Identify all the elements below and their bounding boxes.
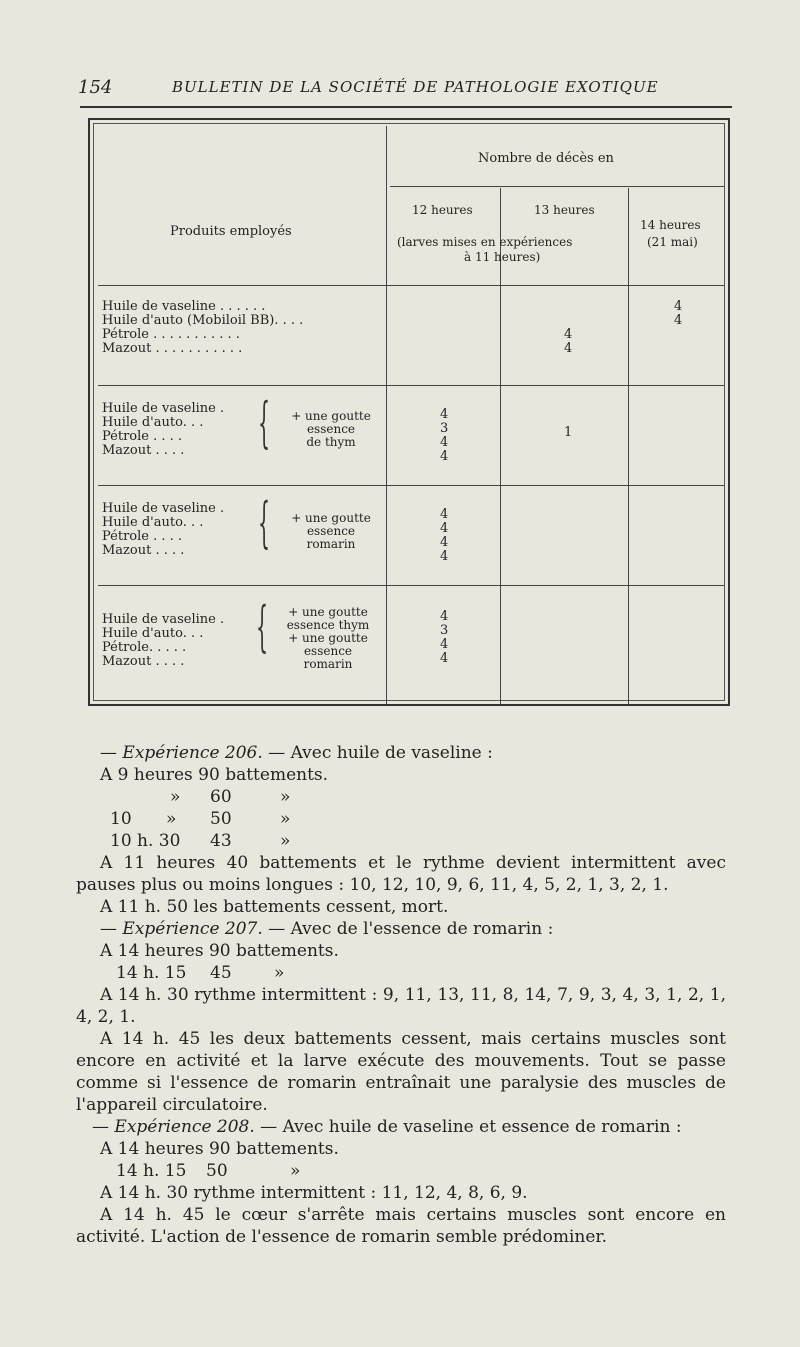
addition-line: + une goutte: [288, 605, 368, 619]
product-name: Huile d'auto. . .: [102, 415, 204, 430]
beat-count: 50: [210, 809, 232, 829]
group-2-addition: [276, 410, 386, 449]
col-header-products: Produits employés: [170, 224, 292, 239]
product-name: Huile de vaseline .: [102, 612, 225, 627]
cell-value: 4: [440, 521, 449, 536]
col-divider-12h: [500, 188, 501, 704]
group-1-14h-values: [674, 300, 682, 328]
addition-line: + une goutte: [291, 511, 371, 525]
group-4-12h-values: [440, 610, 448, 666]
product-name: Huile d'auto. . .: [102, 515, 204, 530]
text-line: A 14 heures 90 battements.: [100, 941, 339, 961]
group-rule-2: [98, 485, 724, 486]
beat-count: 45: [210, 963, 232, 983]
group-3-products: [102, 502, 224, 558]
paragraph: A 14 h. 30 rythme intermittent : 9, 11, 13, 11, 8, 14, 7, 9, 3, 4, 3, 1, 2, 1, 4, 2, 1.: [76, 985, 726, 1027]
product-name: Huile d'auto. . .: [102, 626, 204, 641]
group-1-13h-values: [564, 328, 572, 356]
product-name: Mazout . . . .: [102, 543, 185, 558]
time-value: 10: [110, 809, 132, 829]
product-name: Mazout . . . .: [102, 654, 185, 669]
ditto-mark: »: [274, 963, 285, 983]
paragraph: A 11 heures 40 battements et le rythme devient intermittent avec pauses plus ou moins longues : 10, 12, 10, 9, 6, 11, 4, 5, 2, 1, 3, 2, 1.: [76, 853, 726, 895]
text-line: A 11 h. 50 les battements cessent, mort.: [100, 897, 449, 917]
header-subrule: [390, 186, 724, 187]
addition-line: de thym: [306, 435, 356, 449]
time-value: 10 h. 30: [110, 831, 181, 851]
col-header-deaths: Nombre de décès en: [478, 151, 614, 166]
dash: —: [100, 919, 123, 939]
time-value: 14 h. 15: [116, 963, 187, 983]
product-name: Pétrole . . . .: [102, 529, 183, 544]
cell-value: 4: [674, 313, 683, 328]
text-line: A 9 heures 90 battements.: [100, 765, 329, 785]
experiment-208-heading: [92, 1116, 682, 1138]
group-1-products: [102, 300, 303, 356]
product-name: Mazout . . . . . . . . . . .: [102, 341, 243, 356]
cell-value: 4: [564, 341, 573, 356]
product-name: Mazout . . . .: [102, 443, 185, 458]
cell-value: 4: [440, 609, 449, 624]
ditto-mark: »: [280, 809, 291, 829]
cell-value: 3: [440, 421, 449, 436]
addition-line: romarin: [306, 537, 356, 551]
group-rule-1: [98, 385, 724, 386]
experiment-desc: — Avec huile de vaseline :: [262, 743, 493, 763]
experiment-title: Expérience 206.: [122, 743, 263, 763]
product-name: Huile de vaseline .: [102, 401, 225, 416]
ditto-mark: »: [170, 787, 181, 807]
group-4-addition: [270, 606, 386, 671]
text-line: A 14 h. 30 rythme intermittent : 11, 12, 4, 8, 6, 9.: [100, 1183, 528, 1203]
addition-line: essence thym: [286, 618, 370, 632]
addition-line: essence: [306, 524, 356, 538]
cell-value: 4: [674, 299, 683, 314]
cell-value: 4: [440, 449, 449, 464]
product-name: Pétrole. . . . .: [102, 640, 187, 655]
product-name: Pétrole . . . .: [102, 429, 183, 444]
experiment-title: Expérience 207.: [122, 919, 263, 939]
product-name: Pétrole . . . . . . . . . . .: [102, 327, 240, 342]
text-line: A 14 heures 90 battements.: [100, 1139, 339, 1159]
experiment-desc: — Avec de l'essence de romarin :: [262, 919, 554, 939]
brace-group-3: {: [258, 491, 271, 554]
col-header-14h: 14 heures: [640, 218, 701, 232]
running-title: BULLETIN DE LA SOCIÉTÉ DE PATHOLOGIE EXOTIQUE: [172, 78, 659, 96]
paragraph: A 14 h. 45 le cœur s'arrête mais certains muscles sont encore en activité. L'action de l'essence de romarin semble prédominer.: [76, 1205, 726, 1247]
beat-count: 50: [206, 1161, 228, 1181]
cell-value: 1: [564, 425, 573, 440]
product-name: Huile d'auto (Mobiloil BB). . . .: [102, 313, 304, 328]
cell-value: 4: [440, 507, 449, 522]
product-name: Huile de vaseline . . . . . .: [102, 299, 266, 314]
ditto-mark: »: [290, 1161, 301, 1181]
product-name: Huile de vaseline .: [102, 501, 225, 516]
header-rule: [80, 106, 732, 108]
ditto-mark: »: [280, 831, 291, 851]
dash: —: [100, 743, 123, 763]
experiment-206-heading: [100, 742, 493, 764]
deaths-table: [88, 118, 730, 706]
group-2-12h-values: [440, 408, 448, 464]
addition-line: essence: [306, 422, 356, 436]
beat-count: 43: [210, 831, 232, 851]
dash: —: [92, 1117, 115, 1137]
brace-group-4: {: [256, 595, 269, 658]
group-rule-3: [98, 585, 724, 586]
brace-group-2: {: [258, 391, 271, 454]
paragraph: A 14 h. 45 les deux battements cessent, mais certains muscles sont encore en activité et la larve exécute des mouvements. Tout se passe comme si l'essence de romarin entraînait une paralysie des muscles de l'appareil circulatoire.: [76, 1029, 726, 1115]
addition-line: + une goutte: [291, 409, 371, 423]
group-3-12h-values: [440, 508, 448, 564]
col-divider-13h: [628, 188, 629, 704]
cell-value: 3: [440, 623, 449, 638]
experiment-207-heading: [100, 918, 553, 940]
experiment-title: Expérience 208.: [114, 1117, 255, 1137]
col-header-note-2: à 11 heures): [464, 250, 541, 264]
cell-value: 4: [564, 327, 573, 342]
col-header-13h: 13 heures: [534, 203, 595, 217]
col-header-note-1: (larves mises en expériences: [397, 235, 573, 249]
col-header-12h: 12 heures: [412, 203, 473, 217]
addition-line: essence: [303, 644, 353, 658]
cell-value: 4: [440, 407, 449, 422]
col-divider-products: [386, 126, 387, 704]
ditto-mark: »: [280, 787, 291, 807]
cell-value: 4: [440, 637, 449, 652]
group-2-products: [102, 402, 224, 458]
experiment-desc: — Avec huile de vaseline et essence de romarin :: [254, 1117, 682, 1137]
col-header-14h-date: (21 mai): [647, 235, 698, 249]
time-value: 14 h. 15: [116, 1161, 187, 1181]
cell-value: 4: [440, 435, 449, 450]
beat-count: 60: [210, 787, 232, 807]
addition-line: romarin: [303, 657, 353, 671]
cell-value: 4: [440, 651, 449, 666]
ditto-mark: »: [166, 809, 177, 829]
cell-value: 4: [440, 549, 449, 564]
group-3-addition: [276, 512, 386, 551]
page-number: 154: [78, 77, 113, 98]
group-4-products: [102, 613, 224, 669]
cell-value: 4: [440, 535, 449, 550]
addition-line: + une goutte: [288, 631, 368, 645]
header-bottom-rule: [98, 285, 724, 286]
